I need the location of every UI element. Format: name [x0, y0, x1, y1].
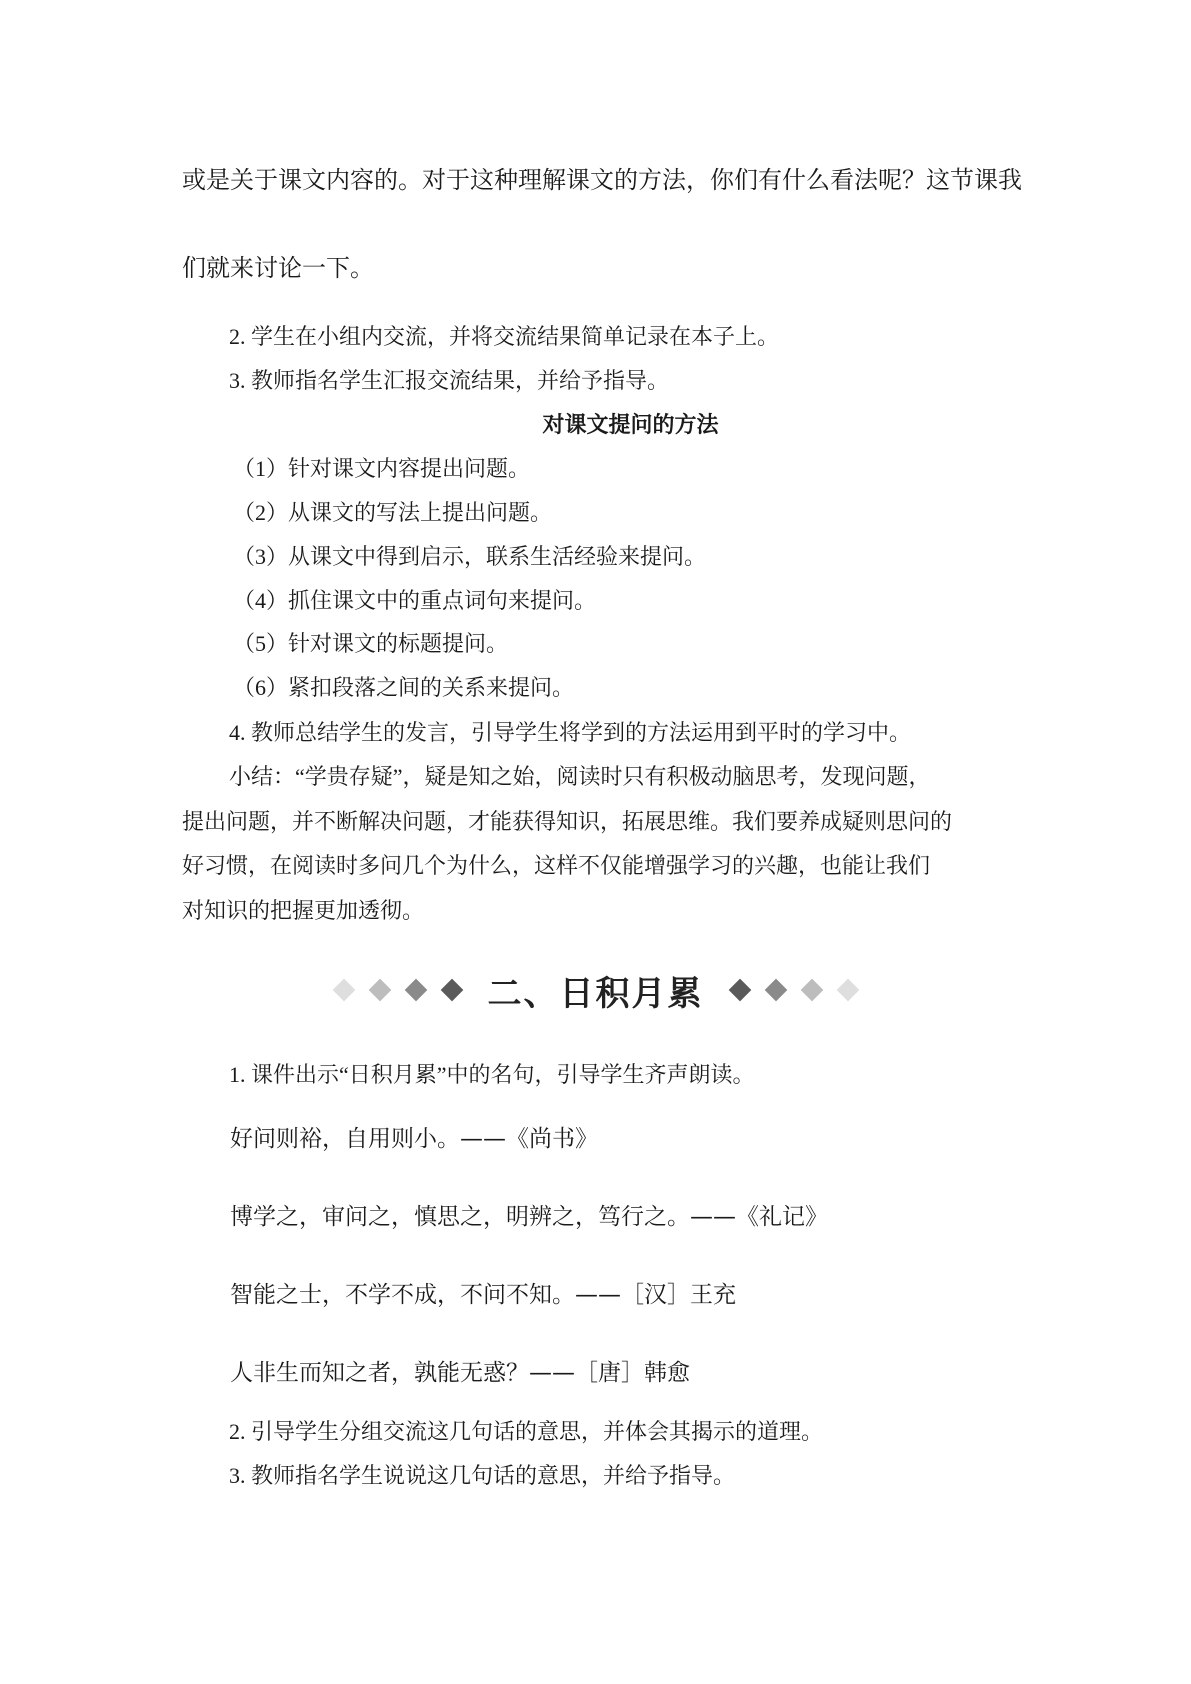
- diamond-icon: [764, 979, 787, 1002]
- method-item-2: （2）从课文的写法上提出问题。: [233, 500, 553, 525]
- section2-step-3: 3. 教师指名学生说说这几句话的意思，并给予指导。: [229, 1463, 736, 1488]
- diamond-icon: [800, 979, 823, 1002]
- quote-2: 博学之，审问之，慎思之，明辨之，笃行之。——《礼记》: [230, 1204, 828, 1230]
- method-item-5: （5）针对课文的标题提问。: [233, 631, 509, 656]
- diamond-icon: [368, 979, 391, 1002]
- section2-step-1: 1. 课件出示“日积月累”中的名句，引导学生齐声朗读。: [229, 1062, 755, 1087]
- intro-line-2: 们就来讨论一下。: [182, 254, 374, 282]
- methods-title: 对课文提问的方法: [542, 413, 719, 438]
- section-heading: 二、日积月累: [487, 973, 704, 1014]
- diamond-icon: [404, 979, 427, 1002]
- diamond-icon: [332, 979, 355, 1002]
- quote-1: 好问则裕，自用则小。——《尚书》: [230, 1126, 598, 1152]
- method-item-3: （3）从课文中得到启示，联系生活经验来提问。: [233, 544, 707, 569]
- intro-line-1: 或是关于课文内容的。对于这种理解课文的方法，你们有什么看法呢？这节课我: [182, 166, 1022, 194]
- method-item-4: （4）抓住课文中的重点词句来提问。: [233, 588, 597, 613]
- step-3-text: 3. 教师指名学生汇报交流结果，并给予指导。: [229, 368, 670, 393]
- method-item-1: （1）针对课文内容提出问题。: [233, 456, 531, 481]
- quote-3: 智能之士，不学不成，不问不知。——［汉］王充: [230, 1282, 736, 1308]
- diamond-icon: [836, 979, 859, 1002]
- summary-line-1: 小结：“学贵存疑”，疑是知之始，阅读时只有积极动脑思考，发现问题，: [229, 764, 931, 789]
- step-2-text: 2. 学生在小组内交流，并将交流结果简单记录在本子上。: [229, 324, 780, 349]
- summary-line-2: 提出问题，并不断解决问题，才能获得知识，拓展思维。我们要养成疑则思问的: [182, 809, 953, 834]
- section-heading-banner: [0, 960, 1191, 1020]
- quote-4: 人非生而知之者，孰能无惑？——［唐］韩愈: [230, 1360, 690, 1386]
- diamond-icon: [728, 979, 751, 1002]
- summary-line-4: 对知识的把握更加透彻。: [182, 898, 425, 923]
- section2-step-2: 2. 引导学生分组交流这几句话的意思，并体会其揭示的道理。: [229, 1419, 824, 1444]
- summary-line-3: 好习惯，在阅读时多问几个为什么，这样不仅能增强学习的兴趣，也能让我们: [182, 853, 931, 878]
- method-item-6: （6）紧扣段落之间的关系来提问。: [233, 675, 575, 700]
- diamond-icon: [440, 979, 463, 1002]
- step-4-text: 4. 教师总结学生的发言，引导学生将学到的方法运用到平时的学习中。: [229, 720, 912, 745]
